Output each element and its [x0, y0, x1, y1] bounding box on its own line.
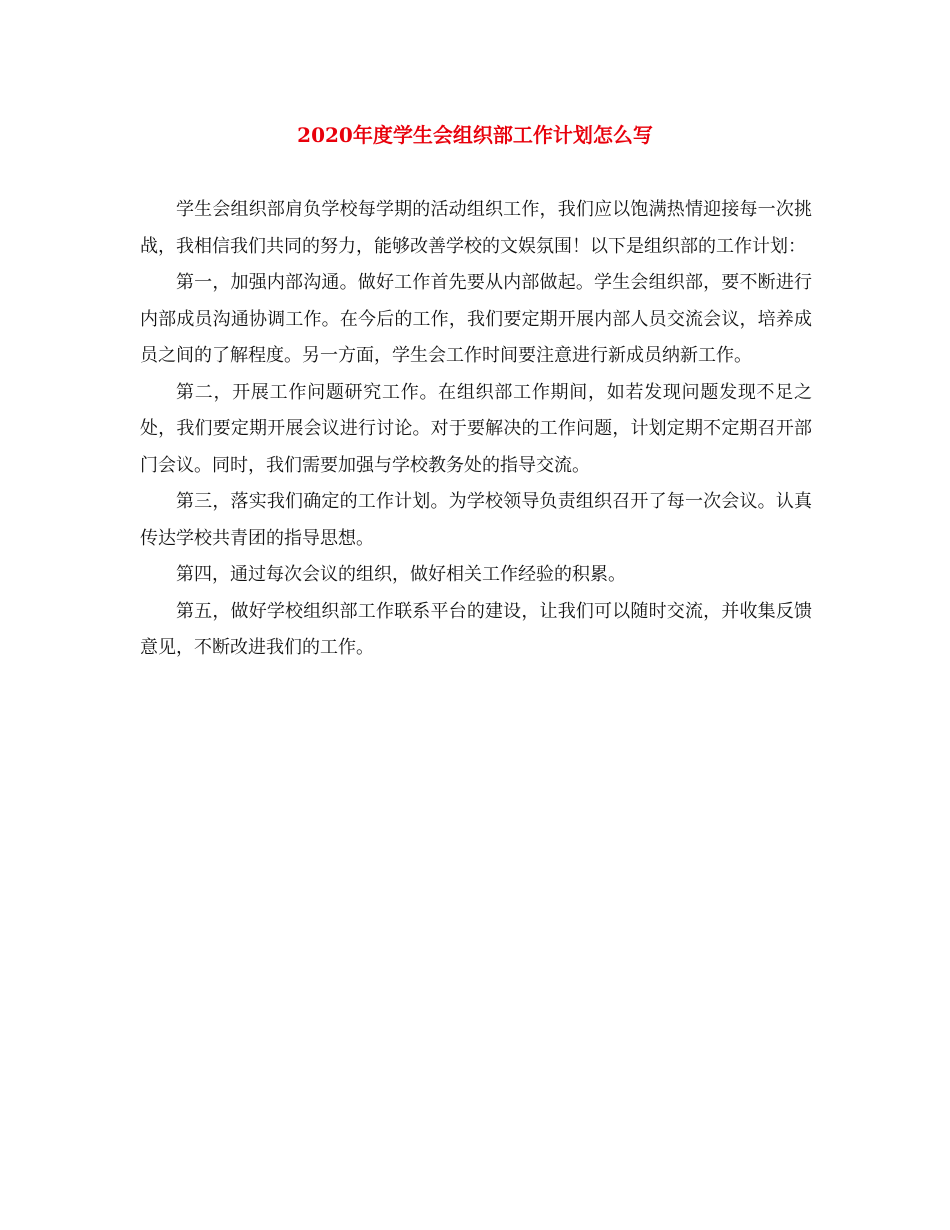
paragraph-point-2: 第二，开展工作问题研究工作。在组织部工作期间，如若发现问题发现不足之处，我们要定期开展会议进行讨论。对于要解决的工作问题，计划定期不定期召开部门会议。同时，我们需要加强与学校教务处的指导交流。: [140, 381, 812, 476]
document-body: [140, 192, 812, 667]
paragraph-point-3: 第三，落实我们确定的工作计划。为学校领导负责组织召开了每一次会议。认真传达学校共青团的指导思想。: [140, 491, 812, 549]
paragraph-intro: 学生会组织部肩负学校每学期的活动组织工作，我们应以饱满热情迎接每一次挑战，我相信我们共同的努力，能够改善学校的文娱氛围！以下是组织部的工作计划：: [140, 199, 812, 257]
document-title: 2020年度学生会组织部工作计划怎么写: [297, 123, 653, 147]
paragraph-point-4: 第四，通过每次会议的组织，做好相关工作经验的积累。: [176, 564, 626, 585]
paragraph-point-1: 第一，加强内部沟通。做好工作首先要从内部做起。学生会组织部，要不断进行内部成员沟通协调工作。在今后的工作，我们要定期开展内部人员交流会议，培养成员之间的了解程度。另一方面，学生会工作时间要注意进行新成员纳新工作。: [140, 272, 812, 366]
paragraph-point-5: 第五，做好学校组织部工作联系平台的建设，让我们可以随时交流，并收集反馈意见，不断改进我们的工作。: [140, 600, 812, 658]
